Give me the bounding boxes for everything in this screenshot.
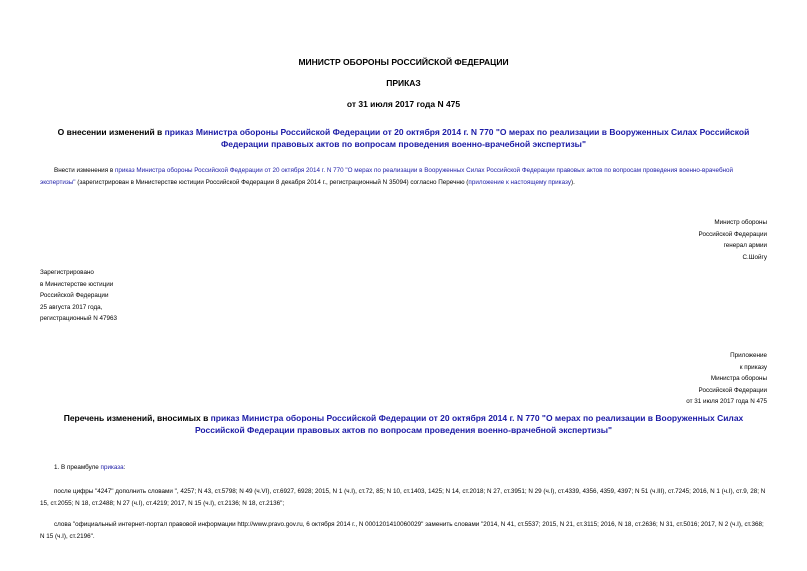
list-title-prefix: Перечень изменений, вносимых в [63, 413, 211, 423]
order-title [40, 126, 767, 150]
appendix-line: к приказу [739, 363, 767, 371]
main-paragraph-prefix: Внести изменения в [54, 167, 115, 174]
registration-line: регистрационный N 47963 [40, 315, 118, 322]
appendix-block [567, 350, 767, 408]
signature-line: Российской Федерации [698, 230, 767, 238]
paragraph-a: после цифры "4247" дополнить словами ", 4257; N 43, ст.5798; N 49 (ч.VI), ст.6927, 6928; 2015, N 1 (ч.I), ст.72, 85; N 10, ст.1403, 1425; N 14, ст.2018; N 27, ст.3951; N 29 (ч.I), ст.4339, 4356, 4359, 4397; N 51 (ч.III), ст.7245; 2016, N 1 (ч.I), ст.9, 28; N 15, ст.2055; N 18, ст.2488; N 27 (ч.I), ст.4219; 2017, N 15 (ч.I), ст.2136; N 18, ст.2136"; [40, 488, 766, 507]
registration-line: 25 августа 2017 года, [40, 303, 103, 311]
signature-line: С.Шойгу [742, 253, 767, 261]
main-paragraph-middle: (зарегистрирован в Министерстве юстиции Российской Федерации 8 декабря 2014 г., регистрационный N 35094) согласно Перечню ( [75, 178, 469, 186]
paragraph-b: слова "официальный интернет-портал правовой информации http://www.pravo.gov.ru, 6 октября 2014 г., N 0001201410060029" заменить словами "2014, N 41, ст.5537; 2015, N 21, ст.3115; 2016, N 18, ст.2636; N 31, ст.5016; 2017, N 2 (ч.I), ст.368; N 15 (ч.I), ст.2196". [40, 521, 764, 540]
order-title-link[interactable]: приказ Министра обороны Российской Федерации от 20 октября 2014 г. N 770 "О мерах по реализации в Вооруженных Силах Российской Федерации правовых актов по вопросам проведения военно-врачебной экспертизы" [164, 127, 750, 149]
item-1-link[interactable]: приказа [100, 464, 124, 471]
appendix-line: Российской Федерации [698, 386, 767, 394]
signature-line: Министр обороны [714, 219, 767, 226]
appendix-line: Министра обороны [710, 375, 767, 382]
main-paragraph-suffix: ). [570, 178, 575, 186]
item-1-suffix: : [123, 464, 126, 471]
registration-line: Зарегистрировано [40, 269, 94, 276]
item-1 [54, 462, 754, 474]
signature-line: генерал армии [723, 242, 767, 249]
order-date-number: от 31 июля 2017 года N 475 [346, 99, 461, 109]
list-title [40, 412, 767, 436]
appendix-line: от 31 июля 2017 года N 475 [686, 398, 767, 405]
registration-line: в Министерстве юстиции [40, 280, 114, 288]
item-1-prefix: 1. В преамбуле [54, 464, 101, 471]
main-paragraph-order-link[interactable]: приказ Министра обороны Российской Федерации от 20 октября 2014 г. N 770 "О мерах по реализации в Вооруженных Силах Российской Федерации правовых актов по вопросам проведения военно-врачебной экспертизы" [40, 167, 734, 186]
main-paragraph-appendix-link[interactable]: приложение к настоящему приказу [468, 178, 571, 186]
signature-block [567, 217, 767, 263]
doc-type-heading: ПРИКАЗ [386, 78, 421, 88]
order-title-prefix: О внесении изменений в [57, 127, 165, 137]
main-paragraph [40, 165, 770, 188]
registration-block [40, 267, 240, 325]
appendix-line: Приложение [730, 352, 767, 359]
ministry-heading: МИНИСТР ОБОРОНЫ РОССИЙСКОЙ ФЕДЕРАЦИИ [298, 57, 509, 67]
list-title-link[interactable]: приказ Министра обороны Российской Федерации от 20 октября 2014 г. N 770 "О мерах по реализации в Вооруженных Силах Российской Федерации правовых актов по вопросам проведения военно-врачебной экспертизы" [194, 413, 744, 435]
registration-line: Российской Федерации [40, 292, 109, 299]
